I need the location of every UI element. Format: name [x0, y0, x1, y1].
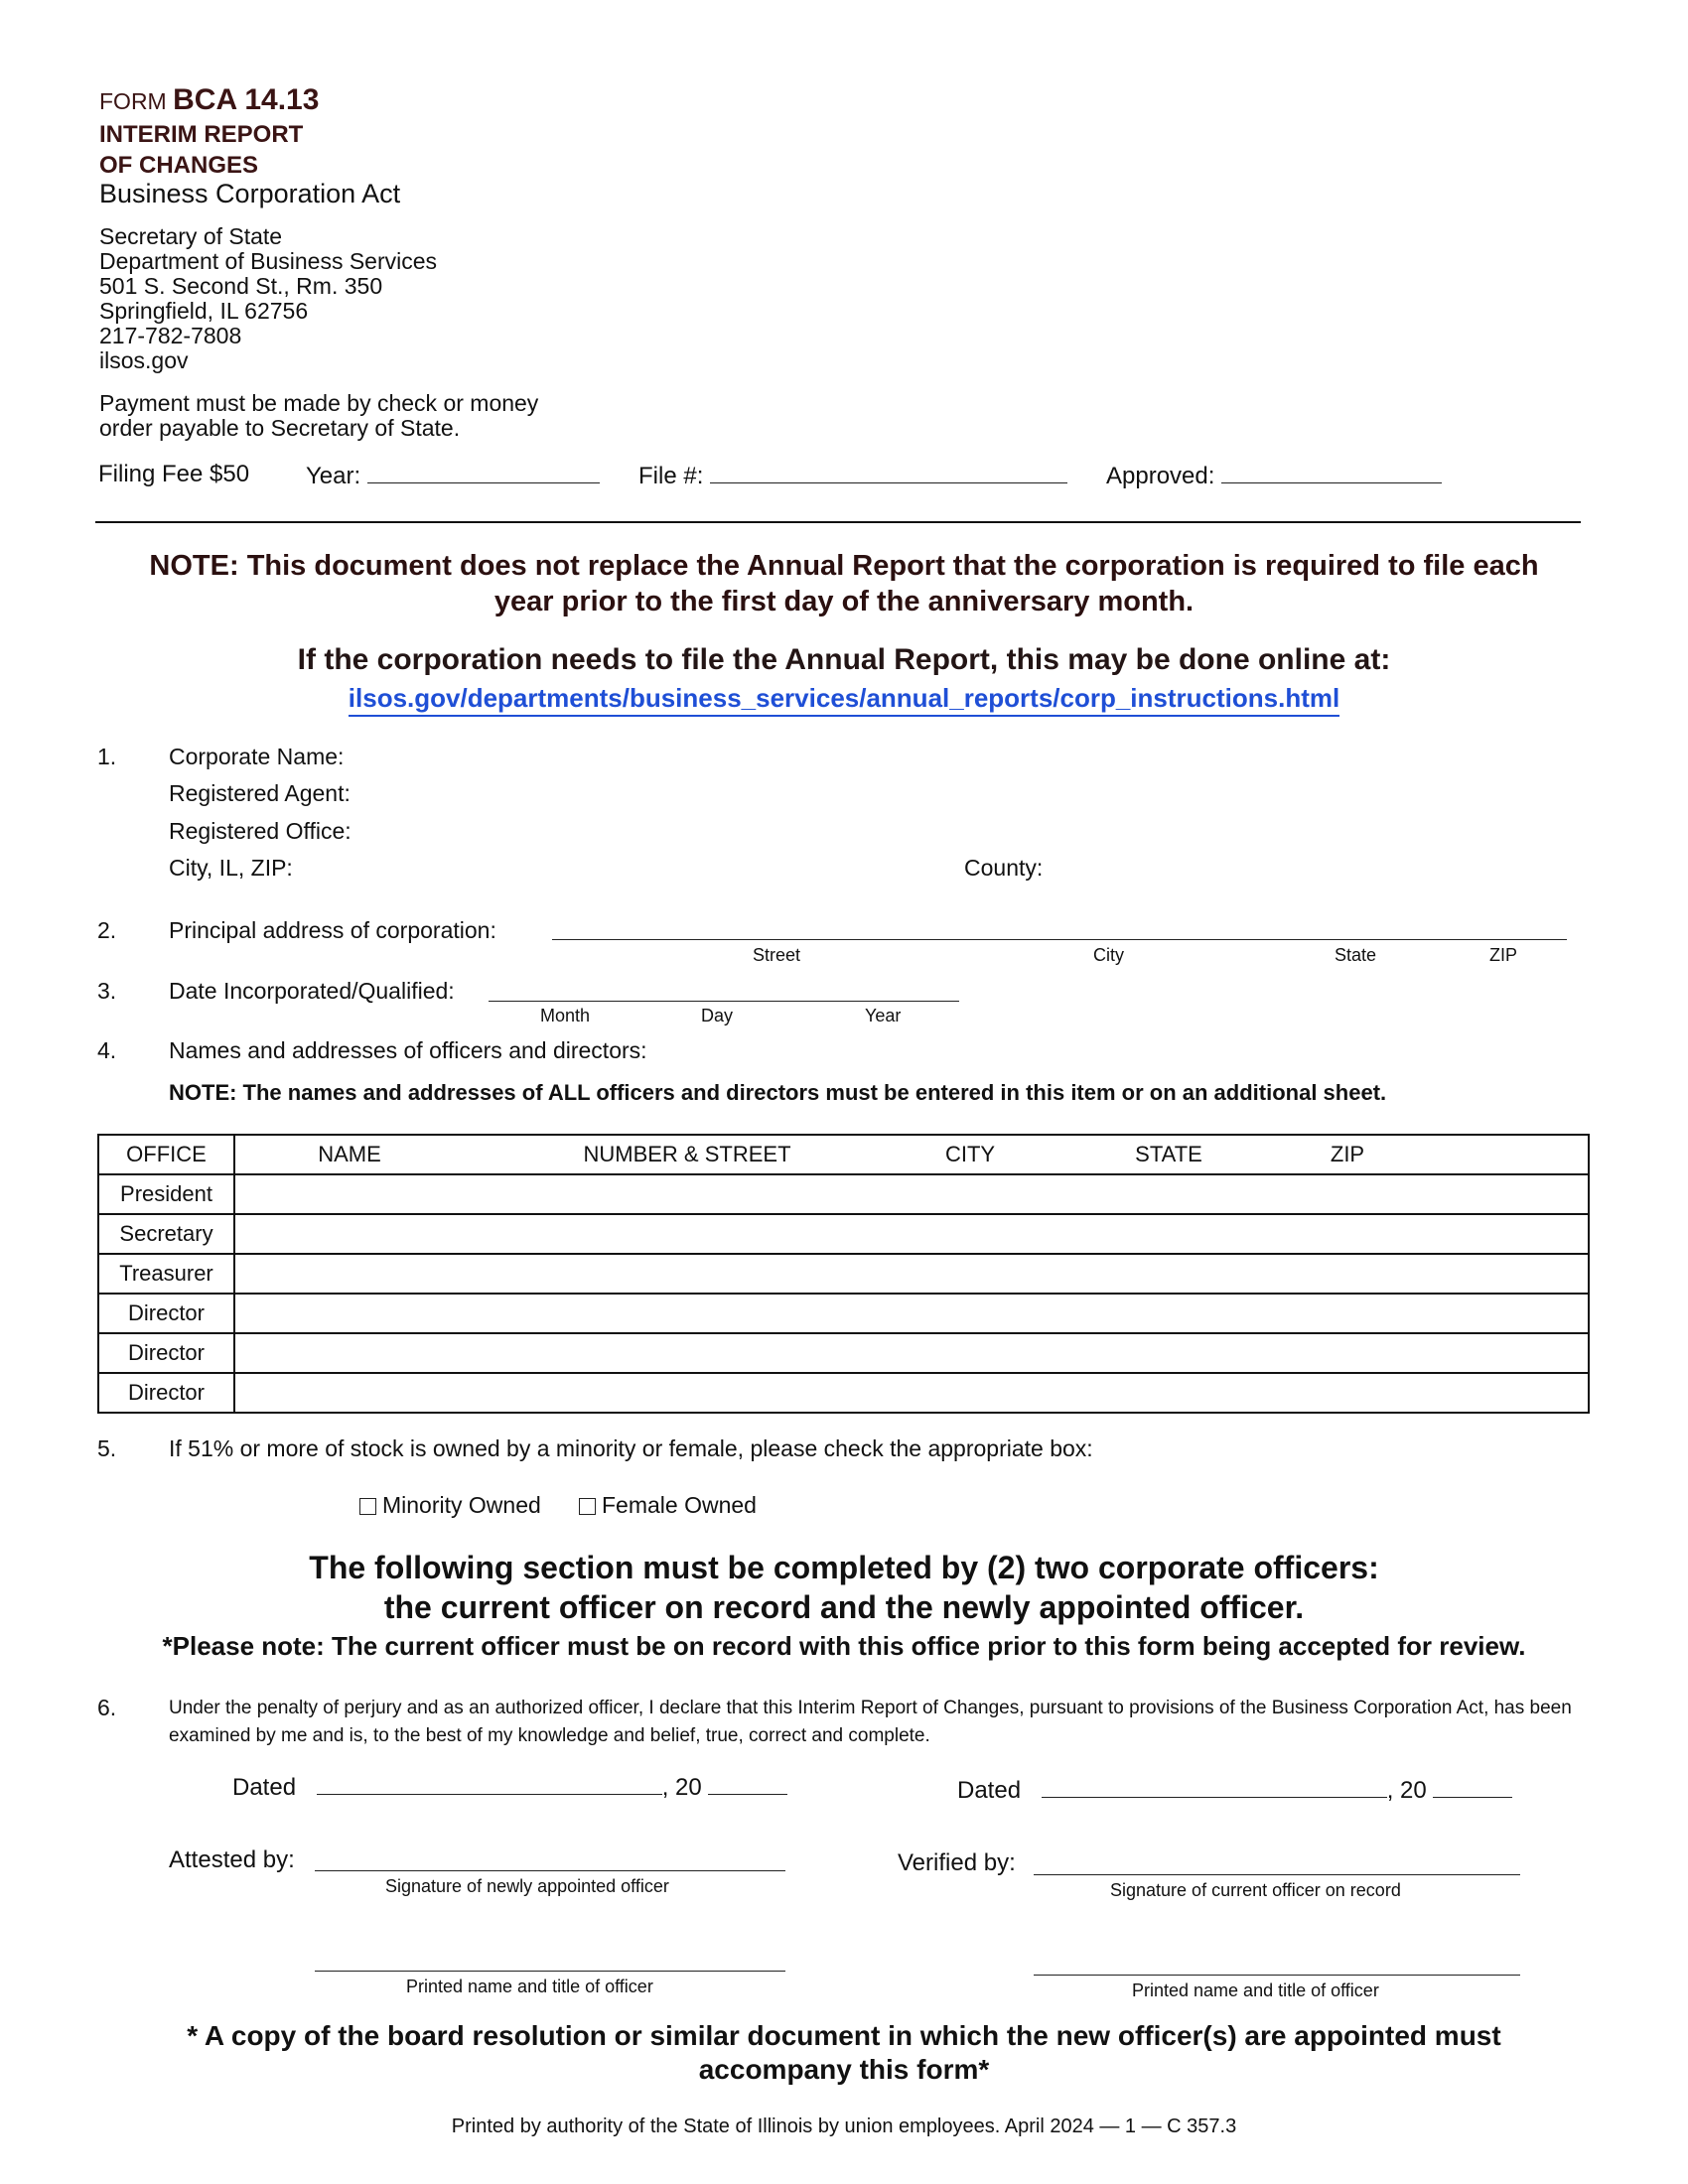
entry-cell[interactable]: [234, 1373, 1589, 1413]
corporate-name-label: Corporate Name:: [169, 744, 345, 769]
item-number: 5.: [97, 1435, 117, 1461]
dated-label: Dated: [957, 1777, 1022, 1804]
minority-owned-checkbox[interactable]: [359, 1498, 376, 1515]
column-header: NAME: [318, 1142, 381, 1166]
office-address: [99, 224, 437, 373]
perjury-declaration: Under the penalty of perjury and as an authorized officer, I declare that this Interim Report of Changes, pursuant to provisions of the Business Corporation Act, has been examined by me and is, to the best of my knowledge and belief, true, correct and complete.: [169, 1698, 1572, 1746]
minority-owned-label: Minority Owned: [382, 1492, 541, 1518]
sig-current-caption: Signature of current officer on record: [1110, 1880, 1401, 1900]
year-prefix: , 20: [1386, 1777, 1427, 1804]
city-zip-label: City, IL, ZIP:: [169, 855, 293, 881]
item-number: 3.: [97, 978, 117, 1004]
heading-line: The following section must be completed by (2) two corporate officers:: [309, 1550, 1379, 1585]
entry-cell[interactable]: [234, 1174, 1589, 1214]
address-line: Secretary of State: [99, 223, 283, 249]
date-incorporated-label: Date Incorporated/Qualified:: [169, 978, 455, 1004]
female-owned-option[interactable]: [579, 1492, 757, 1519]
filing-fee: Filing Fee $50: [98, 461, 250, 487]
verified-by-label: Verified by:: [898, 1849, 1016, 1876]
note-line: NOTE: This document does not replace the Annual Report that the corporation is required to file each: [149, 550, 1539, 582]
form-title-line1: INTERIM REPORT: [99, 121, 304, 148]
state-caption: State: [1335, 945, 1377, 965]
officers-section-heading: [79, 1548, 1609, 1627]
entry-cell[interactable]: [234, 1214, 1589, 1254]
column-header: CITY: [944, 1142, 996, 1166]
day-caption: Day: [701, 1006, 734, 1025]
attested-by-label: Attested by:: [169, 1846, 295, 1873]
office-cell: Secretary: [98, 1214, 234, 1254]
principal-address-label: Principal address of corporation:: [169, 917, 496, 943]
file-number-field: [638, 461, 1067, 490]
annual-report-link[interactable]: [79, 683, 1609, 714]
note-line: year prior to the first day of the anniversary month.: [493, 586, 1195, 617]
item-number: 1.: [97, 744, 117, 769]
office-cell: Director: [98, 1373, 234, 1413]
item-number: 4.: [97, 1037, 117, 1063]
year-field: [306, 461, 600, 490]
minority-owned-option[interactable]: [359, 1492, 541, 1519]
office-cell: Director: [98, 1294, 234, 1333]
entry-cell[interactable]: [234, 1254, 1589, 1294]
year-input-right[interactable]: [1433, 1775, 1512, 1798]
column-header: STATE: [1135, 1142, 1202, 1166]
office-cell: Director: [98, 1333, 234, 1373]
office-cell: President: [98, 1174, 234, 1214]
address-line: ilsos.gov: [99, 347, 189, 373]
annual-report-note: [79, 548, 1609, 619]
form-title-line2: OF CHANGES: [99, 152, 259, 179]
payment-instructions: [99, 391, 538, 441]
registered-office-label: Registered Office:: [169, 818, 352, 844]
annual-report-link-text[interactable]: ilsos.gov/departments/business_services/annual_reports/corp_instructions.html: [349, 683, 1339, 717]
table-row: [98, 1214, 1589, 1254]
sig-new-caption: Signature of newly appointed officer: [385, 1876, 669, 1896]
new-officer-signature-line[interactable]: [315, 1870, 785, 1871]
ownership-label: If 51% or more of stock is owned by a minority or female, please check the appropriate box:: [169, 1435, 1093, 1461]
note-line: * A copy of the board resolution or similar document in which the new officer(s) are appointed must: [187, 2020, 1501, 2051]
online-filing-text: If the corporation needs to file the Annual Report, this may be done online at:: [297, 643, 1391, 676]
female-owned-label: Female Owned: [602, 1492, 757, 1518]
item-number: 2.: [97, 917, 117, 943]
file-number-label: File #:: [638, 463, 704, 489]
entry-cell[interactable]: [234, 1294, 1589, 1333]
street-caption: Street: [753, 945, 801, 965]
dated-left: [232, 1772, 787, 1802]
year-label: Year:: [306, 463, 361, 489]
address-line: Department of Business Services: [99, 248, 438, 274]
year-prefix: , 20: [661, 1774, 702, 1801]
approved-input[interactable]: [1221, 461, 1442, 483]
office-cell: Treasurer: [98, 1254, 234, 1294]
dated-label: Dated: [232, 1774, 297, 1801]
column-header-group: [234, 1135, 1589, 1174]
column-header: OFFICE: [98, 1135, 234, 1174]
month-caption: Month: [540, 1006, 591, 1025]
address-line: Springfield, IL 62756: [99, 298, 309, 324]
principal-address-input[interactable]: [552, 939, 1567, 940]
printed-name-caption: Printed name and title of officer: [406, 1977, 653, 1996]
print-authority: Printed by authority of the State of Illinois by union employees. April 2024 — 1 — C 357.3: [451, 2116, 1237, 2137]
item-number: 6.: [97, 1695, 117, 1720]
date-incorporated-input[interactable]: [489, 1001, 959, 1002]
payment-line: order payable to Secretary of State.: [99, 415, 461, 441]
current-officer-note: *Please note: The current officer must be on record with this office prior to this form being accepted for review.: [162, 1631, 1526, 1661]
table-row: [98, 1373, 1589, 1413]
year-input-left[interactable]: [708, 1772, 787, 1795]
approved-label: Approved:: [1106, 463, 1215, 489]
table-row: [98, 1333, 1589, 1373]
form-word: FORM: [99, 88, 167, 114]
current-officer-signature-line[interactable]: [1034, 1874, 1520, 1875]
printed-name-caption: Printed name and title of officer: [1132, 1980, 1379, 2000]
heading-line: the current officer on record and the newly appointed officer.: [383, 1589, 1305, 1625]
table-row: [98, 1254, 1589, 1294]
address-line: 217-782-7808: [99, 323, 242, 348]
board-resolution-note: [79, 2019, 1609, 2087]
year-input[interactable]: [367, 461, 600, 483]
table-row: [98, 1294, 1589, 1333]
county-label: County:: [964, 855, 1044, 881]
registered-agent-label: Registered Agent:: [169, 780, 351, 806]
entry-cell[interactable]: [234, 1333, 1589, 1373]
city-caption: City: [1093, 945, 1124, 965]
address-line: 501 S. Second St., Rm. 350: [99, 273, 383, 299]
officers-table: [97, 1134, 1590, 1414]
officers-note: NOTE: The names and addresses of ALL officers and directors must be entered in this item or on an additional sheet.: [169, 1080, 1387, 1105]
form-number: BCA 14.13: [173, 83, 320, 116]
file-number-input[interactable]: [710, 461, 1067, 483]
date-input-right[interactable]: [1042, 1775, 1387, 1798]
current-officer-printed-name-line[interactable]: [1034, 1975, 1520, 1976]
officers-label: Names and addresses of officers and directors:: [169, 1037, 647, 1063]
column-header: NUMBER & STREET: [583, 1142, 791, 1166]
payment-line: Payment must be made by check or money: [99, 390, 539, 416]
table-row: [98, 1174, 1589, 1214]
new-officer-printed-name-line[interactable]: [315, 1971, 785, 1972]
approved-field: [1106, 461, 1442, 490]
table-header-row: [98, 1135, 1589, 1174]
zip-caption: ZIP: [1489, 945, 1518, 965]
note-line: accompany this form*: [698, 2054, 990, 2085]
act-name: Business Corporation Act: [99, 179, 401, 208]
date-input-left[interactable]: [317, 1772, 662, 1795]
form-label: [99, 83, 319, 117]
female-owned-checkbox[interactable]: [579, 1498, 596, 1515]
header-divider: [95, 521, 1581, 523]
year-caption: Year: [865, 1006, 902, 1025]
column-header: ZIP: [1330, 1142, 1365, 1166]
dated-right: [957, 1775, 1512, 1805]
